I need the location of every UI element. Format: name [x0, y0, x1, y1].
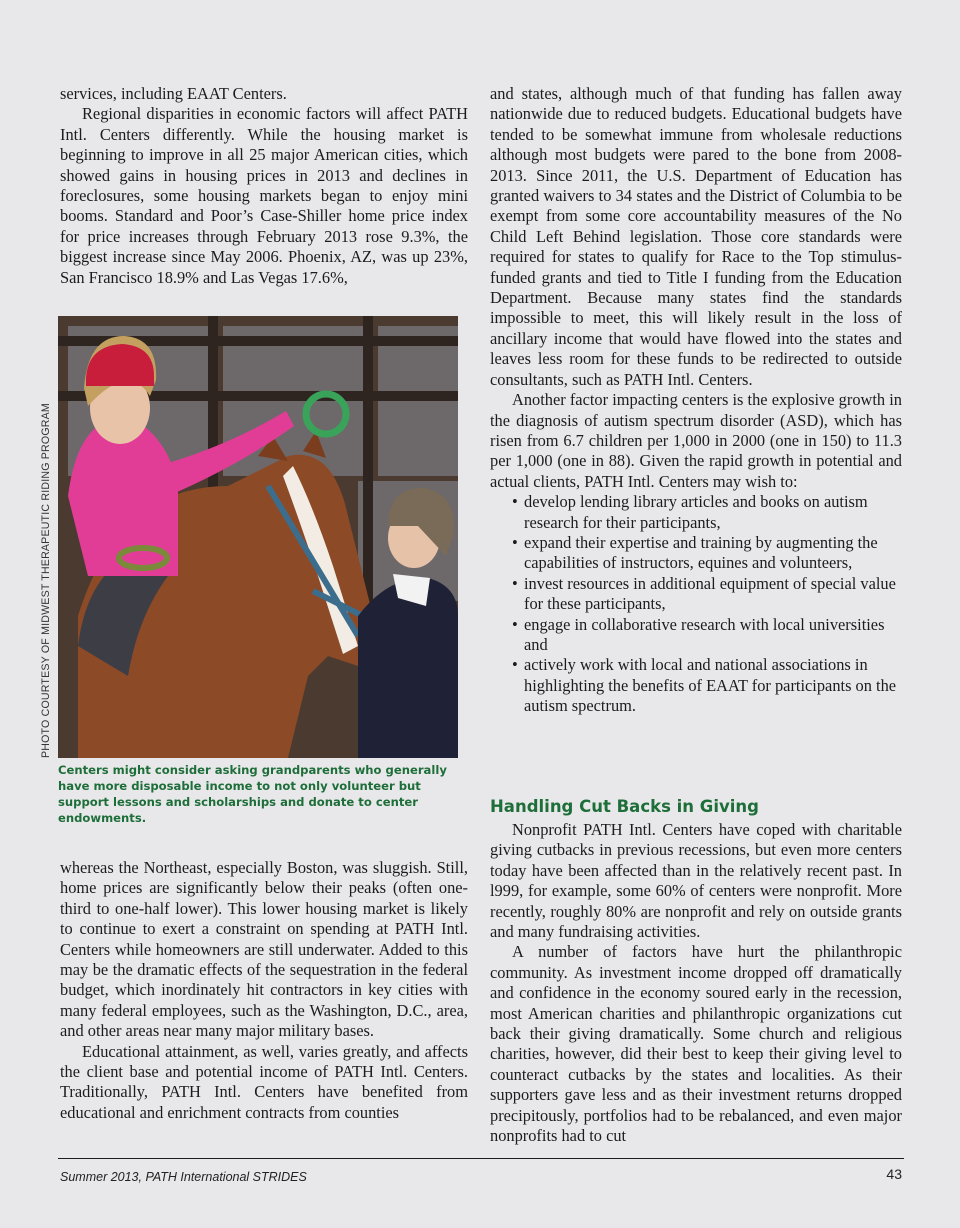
- footer-publication: Summer 2013, PATH International STRIDES: [60, 1170, 307, 1184]
- left-column-bottom: [60, 858, 468, 1123]
- list-item: • expand their expertise and training by augmenting the capabilities of instructors, equines and volunteers,: [524, 533, 902, 574]
- left-column-top: [60, 84, 468, 288]
- page-number: 43: [886, 1166, 902, 1182]
- paragraph: Nonprofit PATH Intl. Centers have coped with charitable giving cutbacks in previous recessions, but even more centers today have been affected than in the relatively recent past. In l999, for example, some 60% of centers were nonprofit. More recently, roughly 80% are nonprofit and rely on outside grants and many fundraising activities.: [490, 820, 902, 942]
- right-column-bottom: [490, 820, 902, 1147]
- paragraph: A number of factors have hurt the philanthropic community. As investment income dropped off dramatically and confidence in the economy soured early in the recession, most American charities and philanthropic organizations cut back their giving dramatically. Some church and religious charities, however, did their best to keep their giving level to counteract cutbacks by the states and localities. As their supporters gave less and as their investment returns dropped precipitously, portfolios had to be rebalanced, and even major nonprofits had to cut: [490, 942, 902, 1146]
- footer-divider: [58, 1158, 904, 1159]
- photo-caption: Centers might consider asking grandparents who generally have more disposable income to not only volunteer but support lessons and scholarships and donate to center endowments.: [58, 763, 447, 825]
- list-item: • invest resources in additional equipment of special value for these participants,: [524, 574, 902, 615]
- paragraph: whereas the Northeast, especially Boston, was sluggish. Still, home prices are significantly below their peaks (often one-third to one-half lower). This lower housing market is likely to continue to exert a constraint on spending at PATH Intl. Centers while homeowners are still underwater. Added to this may be the dramatic effects of the sequestration in the federal budget, which inordinately hit contractors in key cities with many federal employees, such as the Washington, D.C., area, and other areas near many major military bases.: [60, 858, 468, 1041]
- right-column-top: [490, 84, 902, 717]
- section-heading: Handling Cut Backs in Giving: [490, 797, 759, 816]
- bullet-list: [490, 492, 902, 716]
- riding-photo: [58, 316, 458, 758]
- photo-credit: PHOTO COURTESY OF MIDWEST THERAPEUTIC RIDING PROGRAM: [40, 403, 52, 758]
- list-item: • actively work with local and national associations in highlighting the benefits of EAAT for participants on the autism spectrum.: [524, 655, 902, 716]
- paragraph: services, including EAAT Centers.: [60, 84, 287, 103]
- list-item: • engage in collaborative research with local universities and: [524, 615, 902, 656]
- list-item: • develop lending library articles and books on autism research for their participants,: [524, 492, 902, 533]
- paragraph: Educational attainment, as well, varies greatly, and affects the client base and potential income of PATH Intl. Centers. Traditionally, PATH Intl. Centers have benefited from educational and enrichment contracts from counties: [60, 1041, 468, 1122]
- paragraph: and states, although much of that funding has fallen away nationwide due to reduced budgets. Educational budgets have tended to be somewhat immune from wholesale reductions although most budgets were pared to the bone from 2008-2013. Since 2011, the U.S. Department of Education has granted waivers to 34 states and the District of Columbia to be exempt from some core accountability measures of the No Child Left Behind legislation. Those core standards were required for states to qualify for Race to the Top stimulus-funded grants and tied to Title I funding from the Education Department. Because many states find the standards impossible to meet, this will likely result in the loss of ancillary income that would have flowed into the states and leaves less room for these funds to be redirected to outside consultants, such as PATH Intl. Centers.: [490, 84, 902, 389]
- paragraph: Regional disparities in economic factors will affect PATH Intl. Centers differently. While the housing market is beginning to improve in all 25 major American cities, which showed gains in housing prices in 2013 and declines in foreclosures, some housing markets began to enjoy mini booms. Standard and Poor’s Case-Shiller home price index for price increases through February 2013 rose 9.3%, the biggest increase since May 2006. Phoenix, AZ, was up 23%, San Francisco 18.9% and Las Vegas 17.6%,: [60, 104, 468, 287]
- paragraph: Another factor impacting centers is the explosive growth in the diagnosis of autism spectrum disorder (ASD), which has risen from 6.7 children per 1,000 in 2000 (one in 150) to 11.3 per 1,000 (one in 88). Given the rapid growth in potential and actual clients, PATH Intl. Centers may wish to:: [490, 390, 902, 491]
